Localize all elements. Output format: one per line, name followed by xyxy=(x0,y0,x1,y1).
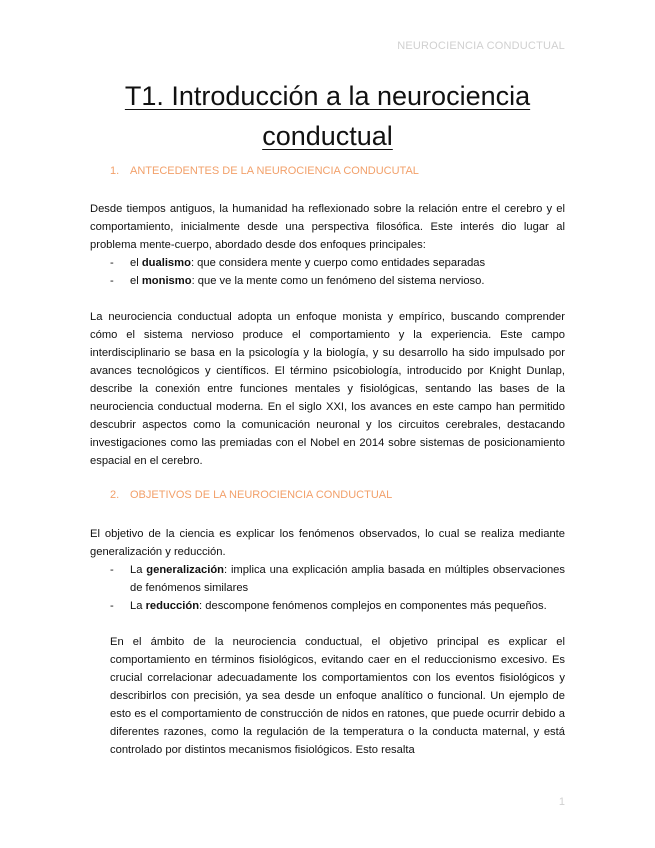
list-dash: - xyxy=(110,600,114,612)
section-2-paragraph: En el ámbito de la neurociencia conductual, el objetivo principal es explicar el comportamiento en términos fisiológicos, evitando caer en el reduccionismo excesivo. Es crucial correlacionar adecuadamente los comportamientos con los eventos fisiológicos y describirlos con precisión, ya sea desde un enfoque analítico o funcional. Un ejemplo de esto es el comportamiento de construcción de nidos en ratones, que puede ocurrir debido a diferentes razones, como la regulación de la temperatura o la conducta maternal, y está controlado por distintos mecanismos fisiológicos. Esto resalta xyxy=(110,636,565,756)
list-item: - La reducción: descompone fenómenos complejos en componentes más pequeños. xyxy=(110,597,565,615)
section-1-paragraph: La neurociencia conductual adopta un enfoque monista y empírico, buscando comprender cómo el sistema nervioso produce el comportamiento y la experiencia. Este campo interdisciplinario se basa en la psicología y la biología, y su desarrollo ha sido impulsado por avances tecnológicos y científicos. El término psicobiología, introducido por Knight Dunlap, describe la conexión entre funciones mentales y fisiológicas, sentando las bases de la neurociencia conductual moderna. En el siglo XXI, los avances en este campo han permitido descubrir aspectos como la comunicación neuronal y los circuitos cerebrales, destacando investigaciones como las premiadas con el Nobel en 2014 sobre sistemas de posicionamiento espacial en el cerebro. xyxy=(90,311,565,467)
section-2-number: 2. xyxy=(110,489,120,501)
term-reduccion: reducción xyxy=(145,600,200,612)
section-2-intro: El objetivo de la ciencia es explicar los fenómenos observados, lo cual se realiza mediante generalización y reducción. xyxy=(90,528,565,558)
section-1-list xyxy=(110,254,565,290)
list-dash: - xyxy=(110,564,114,576)
page-number: 1 xyxy=(558,796,565,808)
section-1-intro: Desde tiempos antiguos, la humanidad ha reflexionado sobre la relación entre el cerebro y el comportamiento, inicialmente desde una perspectiva filosófica. Este interés dio lugar al problema mente-cuerpo, abordado desde dos enfoques principales: xyxy=(90,203,565,251)
section-1-title: ANTECEDENTES DE LA NEUROCIENCIA CONDUCUTAL xyxy=(130,165,419,177)
list-item: - el dualismo: que considera mente y cuerpo como entidades separadas xyxy=(110,254,565,272)
section-2-title: OBJETIVOS DE LA NEUROCIENCIA CONDUCTUAL xyxy=(130,489,393,501)
list-dash: - xyxy=(110,257,114,269)
list-item: - el monismo: que ve la mente como un fenómeno del sistema nervioso. xyxy=(110,272,565,290)
term-dualismo: dualismo xyxy=(141,257,191,269)
list-dash: - xyxy=(110,275,114,287)
term-generalizacion: generalización xyxy=(146,564,224,576)
title-line-1: T1. Introducción a la neurociencia xyxy=(124,81,531,111)
section-2-heading xyxy=(110,489,392,501)
section-2-list xyxy=(110,561,565,615)
term-monismo: monismo xyxy=(141,275,192,287)
running-header: NEUROCIENCIA CONDUCTUAL xyxy=(397,40,565,52)
title-line-2: conductual xyxy=(262,121,393,151)
section-1-heading xyxy=(110,165,419,177)
page-title xyxy=(90,76,565,156)
section-1-number: 1. xyxy=(110,165,120,177)
list-item: - La generalización: implica una explicación amplia basada en múltiples observaciones de fenómenos similares xyxy=(110,561,565,597)
